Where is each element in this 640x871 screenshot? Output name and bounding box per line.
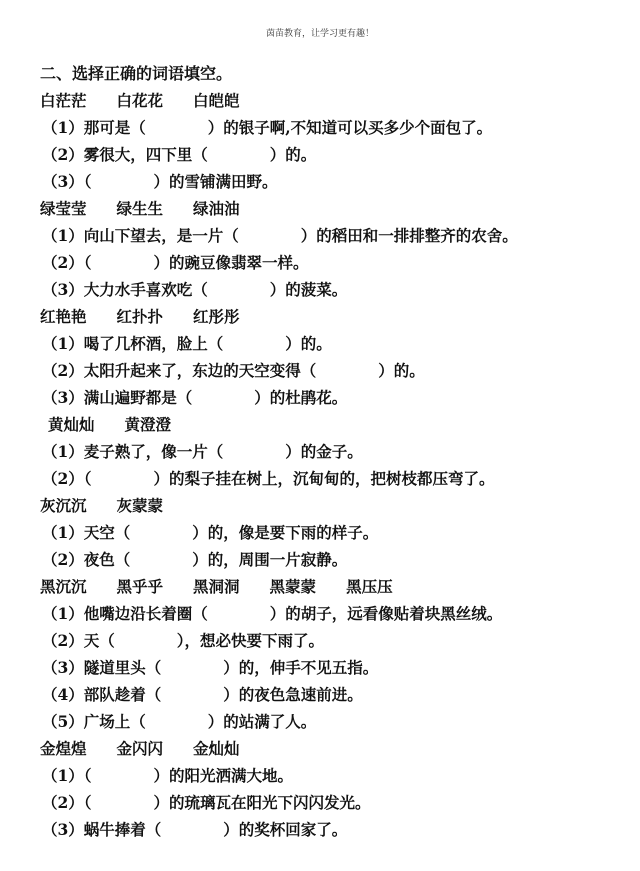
fill-blank-question: （1）（ ）的阳光洒满大地。 [42,766,294,785]
word-options [40,303,620,330]
word-option: 白皑皑 [193,91,240,110]
section-title: 二、选择正确的词语填空。 [40,64,233,83]
word-option: 黑压压 [346,577,393,596]
word-option: 黑蒙蒙 [269,577,317,596]
fill-blank-question: （1）天空（ ）的，像是要下雨的样子。 [42,523,379,542]
word-option: 白花花 [116,91,164,110]
word-option: 灰沉沉 [40,496,87,515]
exercise-group [40,195,620,303]
fill-blank-question: （2）雾很大，四下里（ ）的。 [42,145,317,164]
word-option: 金闪闪 [116,739,164,758]
fill-blank-question: （3）隧道里头（ ）的，伸手不见五指。 [42,658,379,677]
word-option: 白茫茫 [40,91,87,110]
fill-blank-question: （5）广场上（ ）的站满了人。 [42,712,317,731]
worksheet [40,60,620,843]
word-options [40,735,620,762]
fill-blank-question: （2）夜色（ ）的，周围一片寂静。 [42,550,348,569]
exercise-group [40,303,620,411]
word-options [40,195,620,222]
fill-blank-question: （1）那可是（ ）的银子啊,不知道可以买多少个面包了。 [42,118,493,137]
word-options [40,492,620,519]
page-header: 茵苗教育，让学习更有趣！ [265,29,374,39]
word-options [40,411,620,438]
word-option: 红扑扑 [116,307,164,326]
fill-blank-question: （2）天（ ），想必快要下雨了。 [42,631,325,650]
fill-blank-question: （1）麦子熟了，像一片（ ）的金子。 [42,442,363,461]
fill-blank-question: （3）（ ）的雪铺满田野。 [42,172,278,191]
fill-blank-question: （4）部队趁着（ ）的夜色急速前进。 [42,685,363,704]
fill-blank-question: （1）向山下望去，是一片（ ）的稻田和一排排整齐的农舍。 [42,226,518,245]
word-option: 金煌煌 [40,739,87,758]
exercise-group [40,492,620,573]
word-option: 绿莹莹 [40,199,87,218]
fill-blank-question: （3）蜗牛捧着（ ）的奖杯回家了。 [42,820,348,839]
word-options [40,573,620,600]
fill-blank-question: （2）（ ）的梨子挂在树上，沉甸甸的，把树枝都压弯了。 [42,469,495,488]
word-option: 灰蒙蒙 [116,496,164,515]
word-option: 黑洞洞 [193,577,240,596]
word-option: 黄澄澄 [124,415,172,434]
word-option: 黑沉沉 [40,577,87,596]
fill-blank-question: （2）太阳升起来了，东边的天空变得（ ）的。 [42,361,425,380]
fill-blank-question: （2）（ ）的琉璃瓦在阳光下闪闪发光。 [42,793,371,812]
word-option: 绿生生 [116,199,164,218]
fill-blank-question: （3）满山遍野都是（ ）的杜鹃花。 [42,388,348,407]
fill-blank-question: （1）他嘴边沿长着圈（ ）的胡子，远看像贴着块黑丝绒。 [42,604,503,623]
word-option: 金灿灿 [193,739,240,758]
exercise-groups [40,87,620,843]
fill-blank-question: （3）大力水手喜欢吃（ ）的菠菜。 [42,280,348,299]
fill-blank-question: （2）（ ）的豌豆像翡翠一样。 [42,253,309,272]
word-option: 绿油油 [193,199,240,218]
fill-blank-question: （1）喝了几杯酒，脸上（ ）的。 [42,334,332,353]
word-option: 红艳艳 [40,307,87,326]
exercise-group [40,87,620,195]
word-option: 黄灿灿 [48,415,95,434]
word-options [40,87,620,114]
word-option: 黑乎乎 [116,577,164,596]
exercise-group [40,735,620,843]
exercise-group [40,411,620,492]
word-option: 红彤彤 [193,307,240,326]
exercise-group [40,573,620,735]
